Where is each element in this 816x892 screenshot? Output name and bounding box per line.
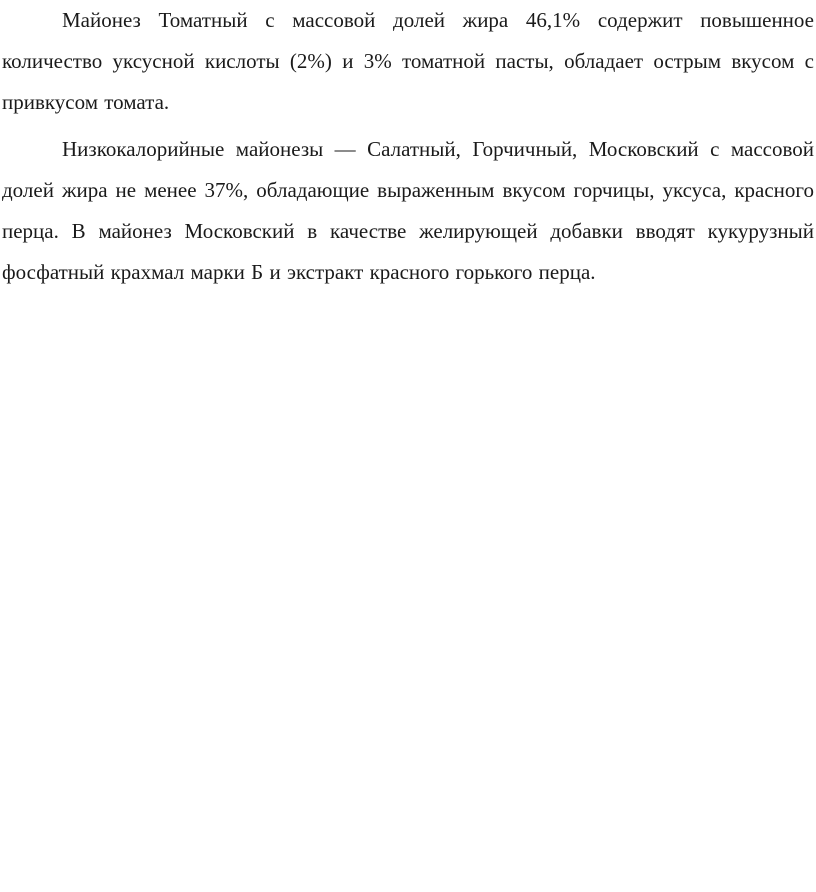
paragraph-low-calorie-mayonnaise: Низкокалорийные майонезы — Салатный, Горчичный, Московский с массовой долей жира не менее 37%, обладающие выраженным вкусом горчицы, уксуса, красного перца. В майонез Московский в качестве желирующей добавки вводят кукурузный фосфатный крахмал марки Б и экстракт красного горького перца. [2,137,814,284]
paragraph-tomato-mayonnaise: Майонез Томатный с массовой долей жира 46,1% содержит повышенное количество уксусной кислоты (2%) и 3% томатной пасты, обладает острым вкусом с привкусом томата. [2,8,814,114]
